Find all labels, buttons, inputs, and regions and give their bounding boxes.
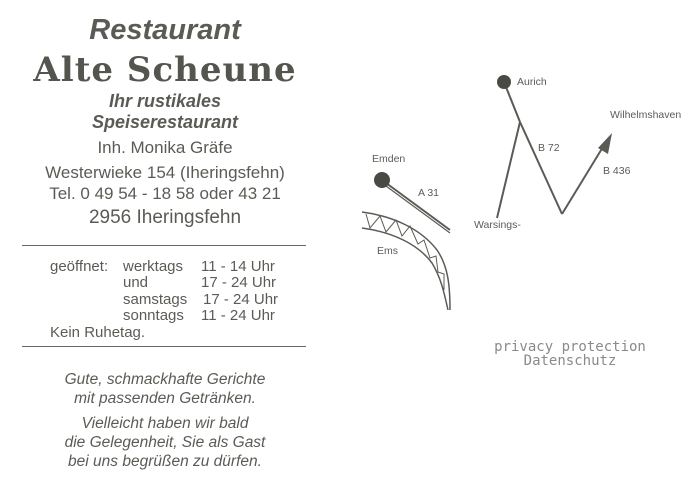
hours-day: samstags: [123, 291, 188, 308]
road-b436-segment: [562, 142, 606, 214]
address-line: Westerwieke 154 (Iheringsfehn): [45, 163, 285, 182]
hours-day: werktags: [123, 258, 184, 275]
watermark-line: privacy protection: [494, 339, 646, 355]
paragraph-line: Vielleicht haben wir bald: [81, 415, 249, 432]
subtitle-line2: Speiserestaurant: [91, 112, 239, 132]
hours-time: 11 - 14 Uhr: [201, 258, 275, 275]
hours-time: 17 - 24 Uhr: [203, 291, 279, 308]
road-a31: [382, 180, 450, 230]
place-emden: Emden: [372, 153, 406, 165]
road-label-a31: A 31: [418, 187, 440, 199]
place-aurich: Aurich: [517, 76, 547, 88]
paragraph-line: bei uns begrüßen zu dürfen.: [68, 453, 262, 470]
phone-line: Tel. 0 49 54 - 18 58 oder 43 21: [49, 184, 281, 203]
subtitle-line1: Ihr rustikales: [108, 91, 222, 111]
hours-day: sonntags: [123, 307, 184, 324]
city-dot-emden: [374, 172, 390, 188]
hours-label: geöffnet:: [50, 258, 109, 275]
closed-day-note: Kein Ruhetag.: [50, 324, 146, 341]
paragraph-line: Gute, schmackhafte Gerichte: [64, 371, 266, 388]
river-ems-label: Ems: [377, 245, 398, 257]
privacy-watermark: [490, 340, 650, 368]
title-name: Alte Scheune: [33, 50, 297, 90]
title-restaurant: Restaurant: [89, 14, 241, 46]
road-label-b72: B 72: [538, 142, 560, 154]
place-wilhelmshaven: Wilhelmshaven: [610, 109, 682, 121]
watermark-line: Datenschutz: [523, 353, 617, 369]
hours-day: und: [123, 274, 149, 291]
owner-line: Inh. Monika Gräfe: [97, 138, 233, 157]
city-dot-aurich: [497, 75, 511, 89]
place-warsings: Warsings-: [474, 219, 521, 231]
postal-city-line: 2956 Iheringsfehn: [88, 207, 242, 228]
paragraph-line: die Gelegenheit, Sie als Gast: [64, 434, 266, 451]
road-label-b436: B 436: [603, 165, 631, 177]
road-b72-segment: [497, 122, 520, 218]
hours-time: 11 - 24 Uhr: [201, 307, 275, 324]
road-b72-segment: [520, 122, 562, 214]
paragraph-line: mit passenden Getränken.: [74, 390, 256, 407]
hours-time: 17 - 24 Uhr: [201, 274, 277, 291]
river-bank: [362, 228, 448, 310]
